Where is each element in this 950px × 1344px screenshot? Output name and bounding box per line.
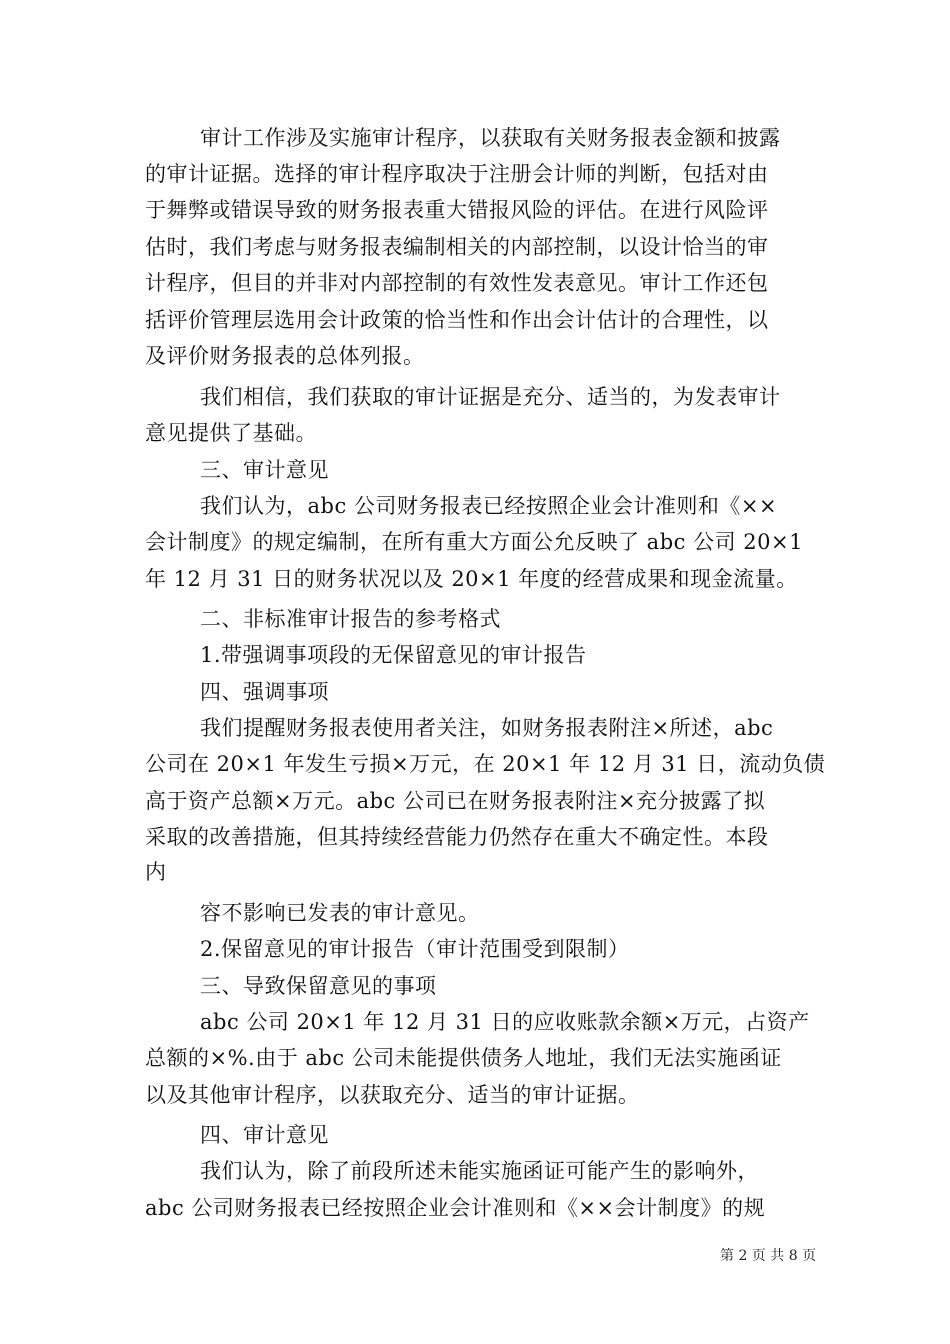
text-line: 内 xyxy=(145,860,167,884)
text-line: 年 12 月 31 日的财务状况以及 20×1 年度的经营成果和现金流量。 xyxy=(145,567,798,591)
text-line: 意见提供了基础。 xyxy=(145,421,317,445)
text-line: 及评价财务报表的总体列报。 xyxy=(145,344,425,368)
section-heading: 四、审计意见 xyxy=(200,1123,329,1147)
text-line: 的审计证据。选择的审计程序取决于注册会计师的判断，包括对由 xyxy=(145,162,769,186)
text-line: 我们认为，abc 公司财务报表已经按照企业会计准则和《×× xyxy=(200,494,778,518)
section-heading: 三、审计意见 xyxy=(200,458,329,482)
text-line: 我们提醒财务报表使用者关注，如财务报表附注×所述，abc xyxy=(200,716,774,740)
text-line: 计程序，但目的并非对内部控制的有效性发表意见。审计工作还包 xyxy=(145,271,769,295)
text-line: 我们认为，除了前段所述未能实施函证可能产生的影响外， xyxy=(200,1159,759,1183)
text-line: abc 公司财务报表已经按照企业会计准则和《××会计制度》的规 xyxy=(145,1196,766,1220)
text-line: 总额的×%.由于 abc 公司未能提供债务人地址，我们无法实施函证 xyxy=(145,1046,782,1070)
text-line: 估时，我们考虑与财务报表编制相关的内部控制，以设计恰当的审 xyxy=(145,235,769,259)
text-line: 高于资产总额×万元。abc 公司已在财务报表附注×充分披露了拟 xyxy=(145,789,766,813)
text-line: 审计工作涉及实施审计程序，以获取有关财务报表金额和披露 xyxy=(200,126,781,150)
text-line: 于舞弊或错误导致的财务报表重大错报风险的评估。在进行风险评 xyxy=(145,198,769,222)
section-heading: 二、非标准审计报告的参考格式 xyxy=(200,607,501,631)
section-heading: 1.带强调事项段的无保留意见的审计报告 xyxy=(200,643,587,667)
text-line: 会计制度》的规定编制，在所有重大方面公允反映了 abc 公司 20×1 xyxy=(145,530,803,554)
section-heading: 四、强调事项 xyxy=(200,680,329,704)
section-heading: 2.保留意见的审计报告（审计范围受到限制） xyxy=(200,937,630,961)
page-number: 第 2 页 共 8 页 xyxy=(720,1248,817,1264)
text-line: 括评价管理层选用会计政策的恰当性和作出会计估计的合理性，以 xyxy=(145,308,769,332)
text-line: 我们相信，我们获取的审计证据是充分、适当的，为发表审计 xyxy=(200,385,781,409)
text-line: abc 公司 20×1 年 12 月 31 日的应收账款余额×万元，占资产 xyxy=(200,1010,810,1034)
text-line: 公司在 20×1 年发生亏损×万元，在 20×1 年 12 月 31 日，流动负债 xyxy=(145,752,826,776)
section-heading: 三、导致保留意见的事项 xyxy=(200,974,437,998)
text-line: 以及其他审计程序，以获取充分、适当的审计证据。 xyxy=(145,1083,640,1107)
text-line: 容不影响已发表的审计意见。 xyxy=(200,901,480,925)
text-line: 采取的改善措施，但其持续经营能力仍然存在重大不确定性。本段 xyxy=(145,825,769,849)
